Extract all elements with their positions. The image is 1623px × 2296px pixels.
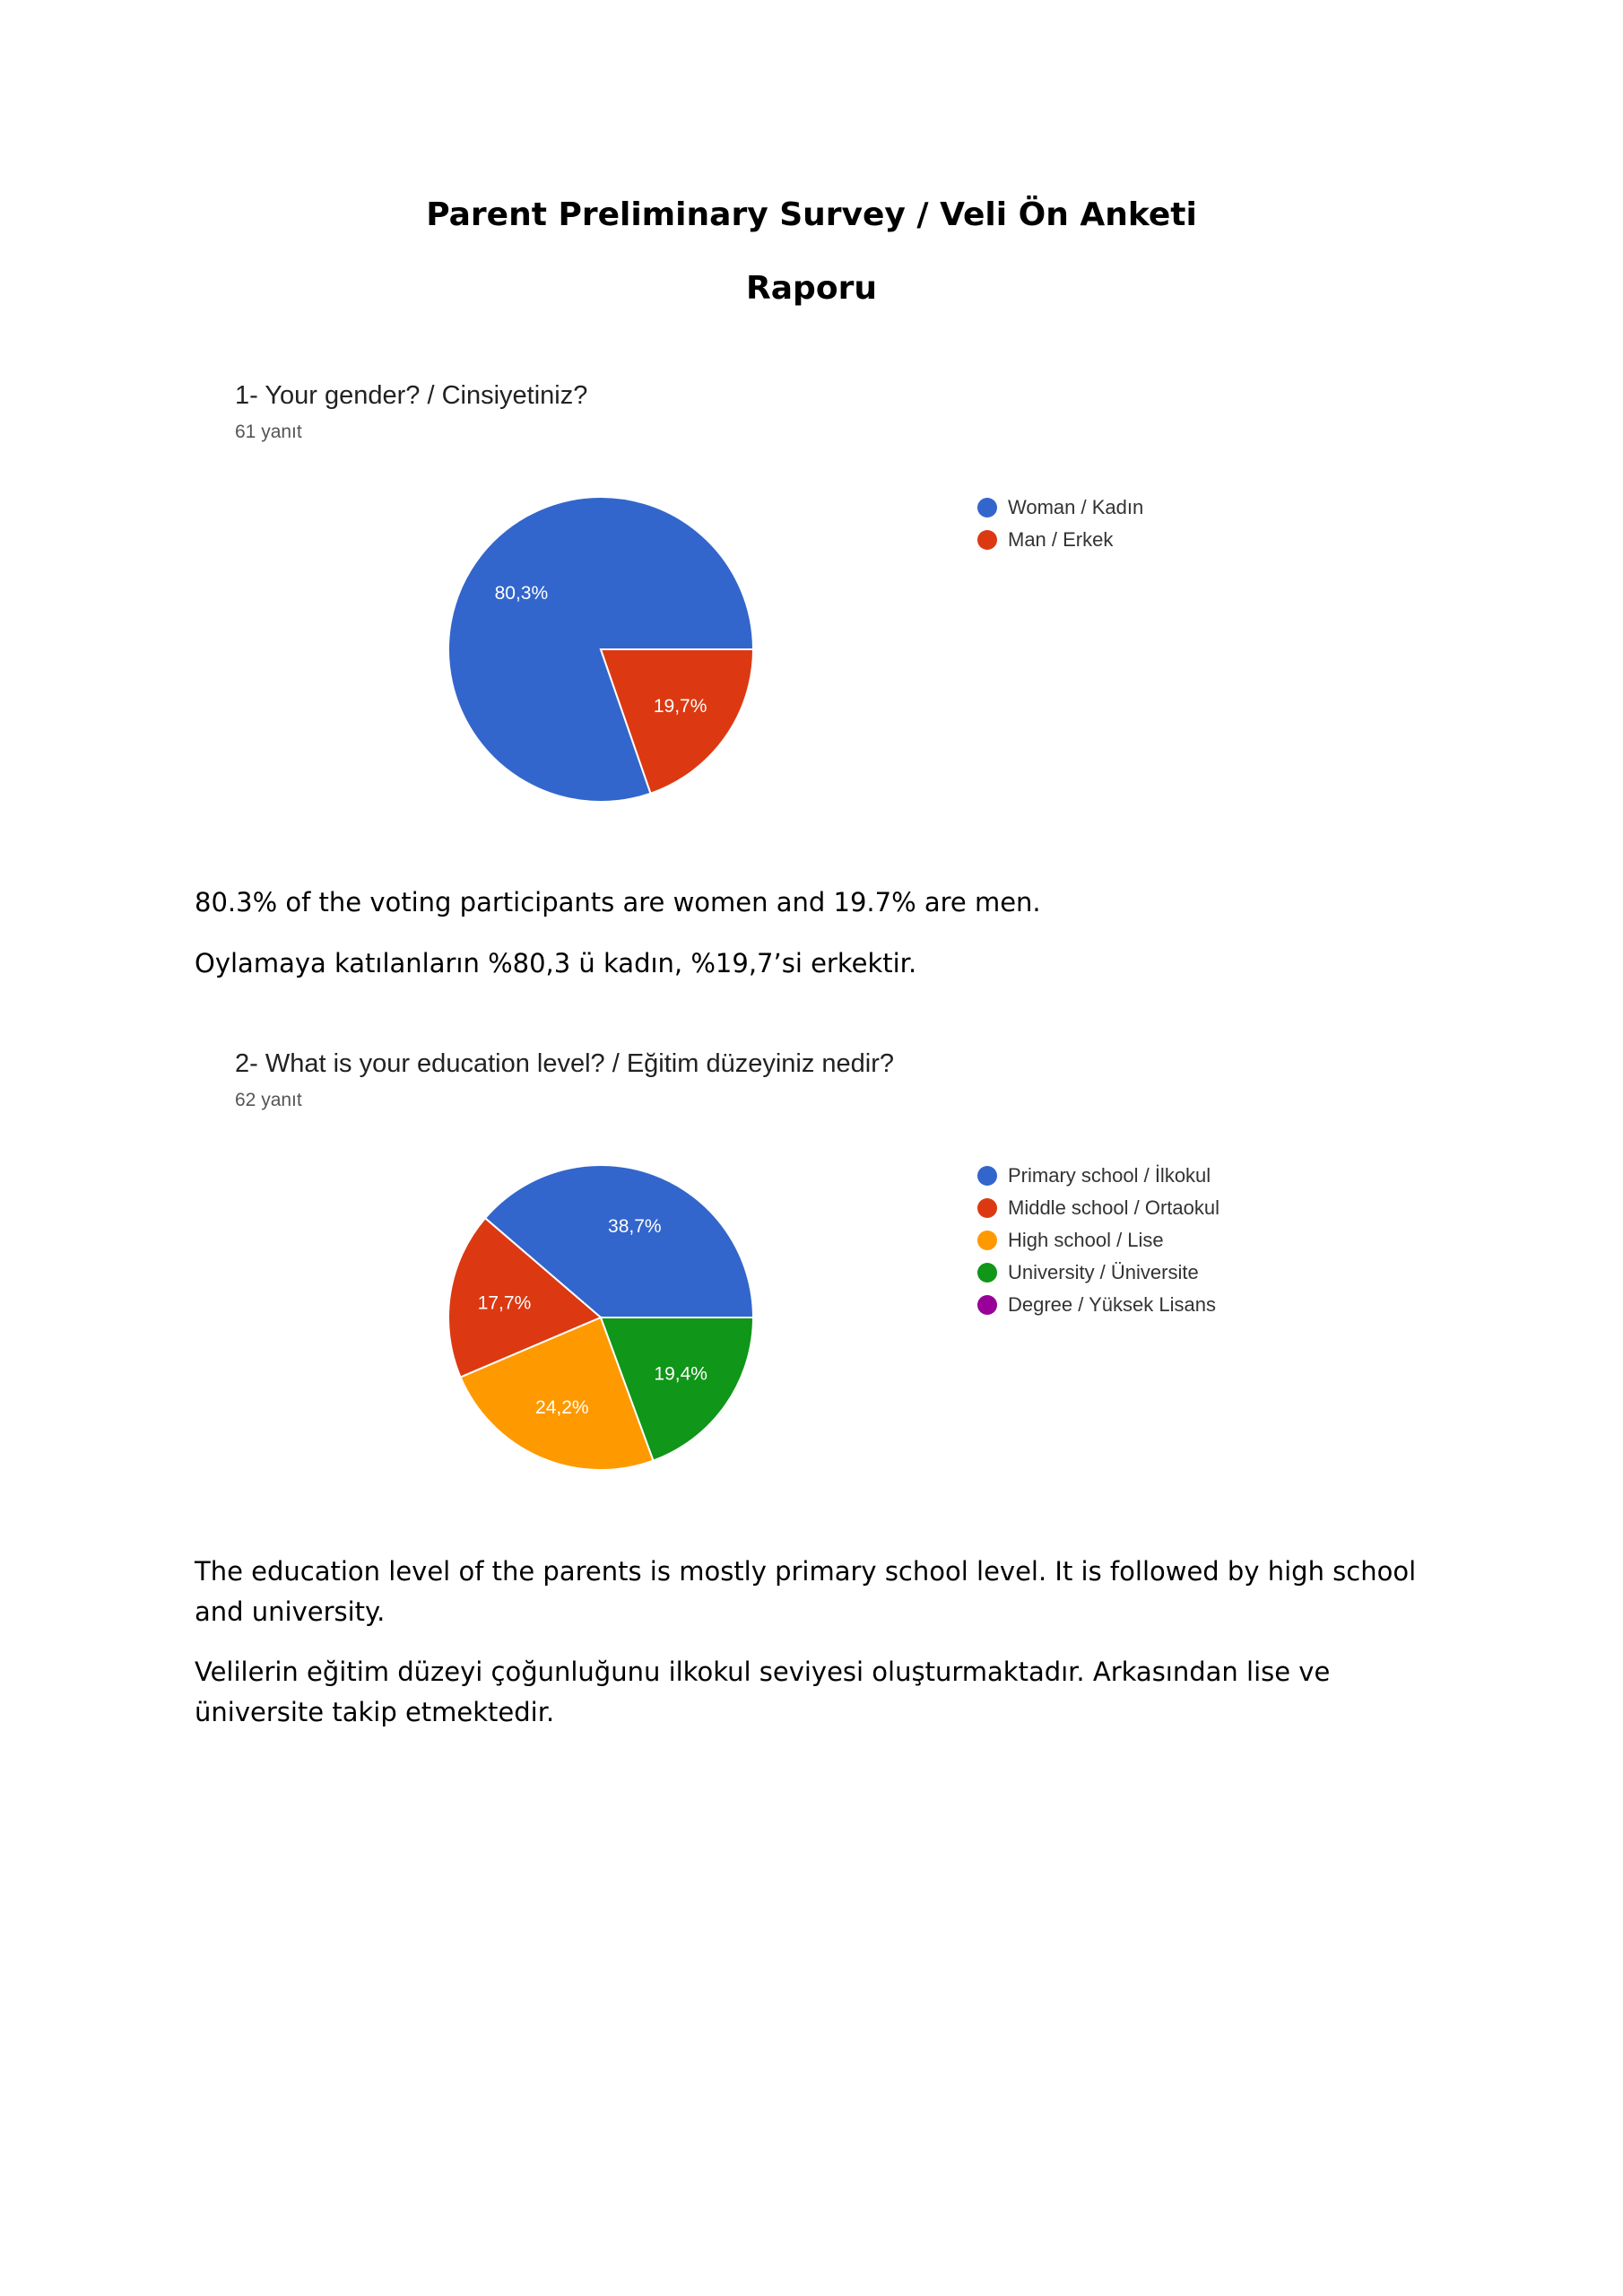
gender-pie-chart — [447, 495, 755, 804]
legend-item-middle-school — [977, 1192, 1219, 1224]
gender-chart-legend — [977, 491, 1143, 556]
legend-item-woman — [977, 491, 1143, 524]
question-1-title: 1- Your gender? / Cinsiyetiniz? — [235, 381, 588, 410]
slice-data-label-high-school: 24,2% — [535, 1396, 589, 1418]
legend-swatch-degree — [977, 1295, 997, 1315]
question-2-title: 2- What is your education level? / Eğitim düzeyiniz nedir? — [235, 1049, 895, 1078]
slice-data-label-woman: 80,3% — [494, 582, 549, 604]
question-1-response-count: 61 yanıt — [235, 422, 302, 442]
legend-item-university — [977, 1257, 1219, 1289]
legend-swatch-primary-school — [977, 1166, 997, 1186]
document-title: Parent Preliminary Survey / Veli Ön Anketi — [426, 196, 1197, 233]
legend-label: Degree / Yüksek Lisans — [1008, 1293, 1216, 1316]
slice-data-label-man: 19,7% — [653, 696, 707, 718]
education-pie-chart — [447, 1163, 755, 1472]
question-2-response-count: 62 yanıt — [235, 1090, 302, 1110]
legend-swatch-middle-school — [977, 1198, 997, 1218]
legend-item-degree — [977, 1289, 1219, 1321]
legend-item-high-school — [977, 1224, 1219, 1257]
paragraph-gender-tr: Oylamaya katılanların %80,3 ü kadın, %19,7’si erkektir. — [195, 948, 917, 978]
education-chart-legend — [977, 1160, 1219, 1321]
slice-data-label-university: 19,4% — [654, 1363, 707, 1385]
legend-label: Primary school / İlkokul — [1008, 1164, 1211, 1187]
legend-swatch-high-school — [977, 1231, 997, 1250]
slice-data-label-primary-school: 38,7% — [608, 1215, 662, 1237]
paragraph-education-tr: Velilerin eğitim düzeyi çoğunluğunu ilkokul seviyesi oluşturmaktadır. Arkasından lise ve üniversite takip etmektedir. — [195, 1657, 1331, 1727]
legend-label: Man / Erkek — [1008, 528, 1114, 551]
legend-swatch-woman — [977, 498, 997, 517]
paragraph-gender-en: 80.3% of the voting participants are women and 19.7% are men. — [195, 887, 1041, 918]
legend-item-man — [977, 524, 1143, 556]
legend-item-primary-school — [977, 1160, 1219, 1192]
legend-label: High school / Lise — [1008, 1229, 1164, 1251]
legend-label: University / Üniversite — [1008, 1261, 1199, 1283]
legend-label: Woman / Kadın — [1008, 496, 1144, 518]
legend-label: Middle school / Ortaokul — [1008, 1196, 1219, 1219]
paragraph-education-en: The education level of the parents is mostly primary school level. It is followed by high school and university. — [195, 1556, 1417, 1627]
document-subtitle: Raporu — [746, 270, 877, 307]
legend-swatch-university — [977, 1263, 997, 1283]
slice-data-label-middle-school: 17,7% — [477, 1292, 532, 1314]
legend-swatch-man — [977, 530, 997, 550]
